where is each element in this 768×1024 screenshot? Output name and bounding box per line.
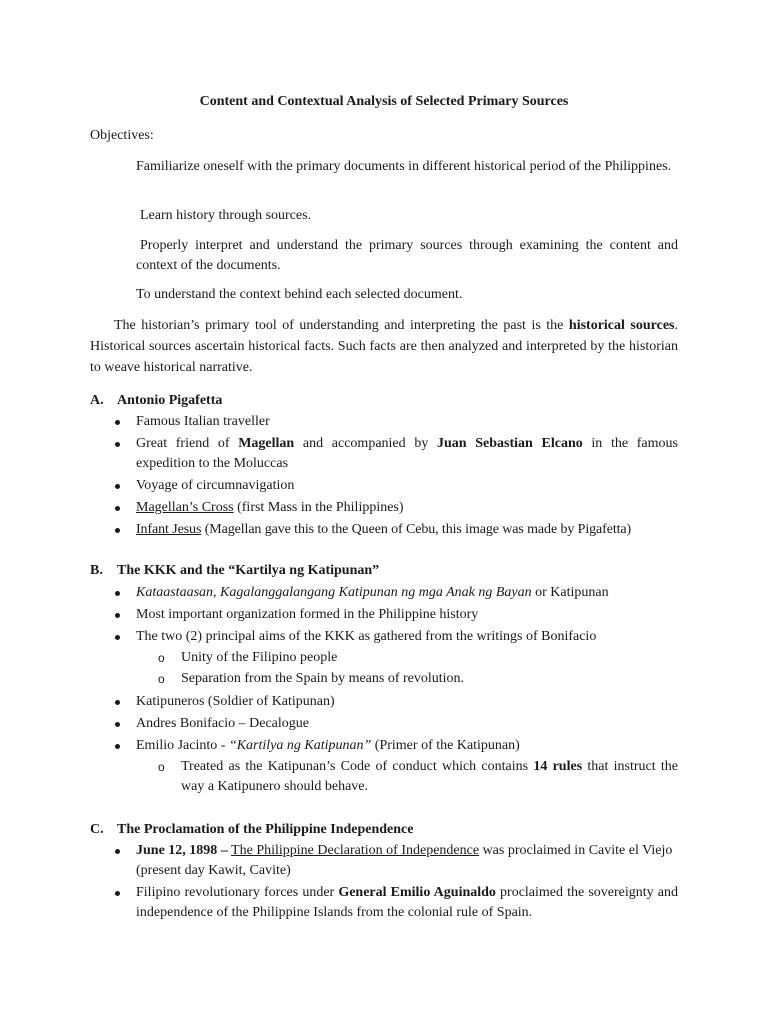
section-a-heading: A. Antonio Pigafetta xyxy=(90,393,223,408)
sub-bullet-icon: o xyxy=(158,672,165,686)
objective-text: Learn history through sources. xyxy=(140,208,312,223)
objective-text: To understand the context behind each selected document. xyxy=(136,287,463,302)
sub-bullet-icon: o xyxy=(158,760,165,774)
objectives-label: Objectives: xyxy=(90,128,154,143)
document-title: Content and Contextual Analysis of Selected Primary Sources xyxy=(199,94,569,109)
objective-text: Properly interpret and understand the primary sources through examining the content and context of the documents. xyxy=(136,238,678,273)
document-page: Content and Contextual Analysis of Selected Primary Sources Objectives: Familiarize oneself with the primary documents in different historical period of the Philippines. Learn history through sources. Properly interpret and understand the primary sources through examining the content and context of the documents. To understand the context behind each selected document. The historian’s primary tool of understanding and interpreting the past is the historical sources. Historical sources ascertain historical facts. Such facts are then analyzed and interpreted by the historian to weave historical narrative. A. Antonio Pigafetta Famous Italian traveller Great friend of Magellan and accompanied by Juan Sebastian Elcano in the famous expedition to the Moluccas Voyage of circumnavigation Magellan’s Cross (first Mass in the Philippines) Infant Jesus (Magellan gave this to the Queen of Cebu, this image was made by Pigafetta) B. The KKK and the “Kartilya ng Katipunan” Kataastaasan, Kagalanggalangang Katipunan ng mga Anak ng Bayan or Katipunan Most important organization formed in the Philippine history The two (2) principal aims of the KKK as gathered from the writings of Bonifacio o Unity of the Filipino people o Separation from the Spain by means of revolution. Katipuneros (Soldier of Katipunan) Andres Bonifacio – Decalogue Emilio Jacinto - “Kartilya ng Katipunan” (Primer of the Katipunan) o Treated as the Katipunan’s Code of conduct which contains 14 rules that instruct the way a Katipunero should behave. C. The Proclamation of the Philippine Independence June 12, 1898 – The Philippine Declaration of Independence was proclaimed in Cavite el Viejo (present day Kawit, Cavite) Filipino revolutionary forces under General Emilio Aguinaldo proclaimed the sovereignty and independence of the Philippine Islands from the colonial rule of Spain. xyxy=(0,0,768,1024)
sub-bullet-icon: o xyxy=(158,651,165,665)
section-c-heading: C. The Proclamation of the Philippine Independence xyxy=(90,822,414,837)
objective-text: Familiarize oneself with the primary documents in different historical period of the Philippines. xyxy=(136,159,672,174)
section-b-heading: B. The KKK and the “Kartilya ng Katipunan” xyxy=(90,563,380,578)
intro-paragraph: The historian’s primary tool of understanding and interpreting the past is the historical sources. Historical sources ascertain historical facts. Such facts are then analyzed and interpreted by the historian to weave historical narrative. xyxy=(90,318,678,375)
